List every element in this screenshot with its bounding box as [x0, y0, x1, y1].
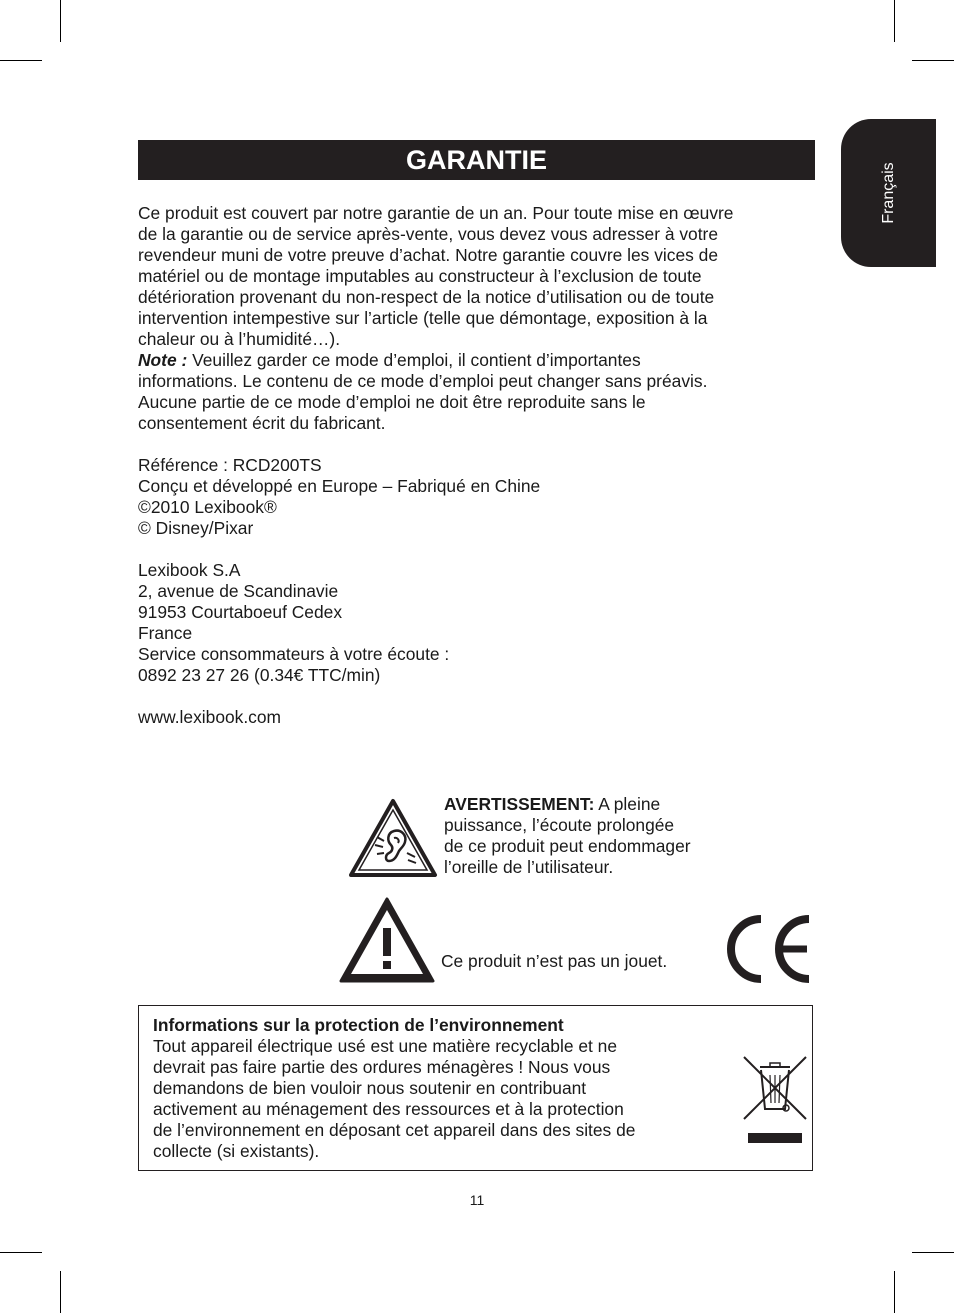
website-link[interactable]: www.lexibook.com [138, 707, 282, 727]
crop-mark [0, 1252, 42, 1253]
environment-info-box [138, 1005, 813, 1171]
warning-label: AVERTISSEMENT: [444, 794, 595, 814]
address-line: 2, avenue de Scandinavie [138, 581, 339, 601]
crop-mark [894, 0, 895, 42]
environment-line: de l’environnement en déposant cet appareil dans des sites de [153, 1120, 636, 1140]
crop-mark [0, 60, 42, 61]
warranty-line: chaleur ou à l’humidité…). [138, 329, 341, 349]
hearing-warning-icon [347, 797, 439, 879]
copyright-lexibook: ©2010 Lexibook® [138, 497, 277, 517]
customer-service-label: Service consommateurs à votre écoute : [138, 644, 450, 664]
environment-line: activement au ménagement des ressources et à la protection [153, 1099, 624, 1119]
page-number: 11 [469, 1192, 485, 1208]
note-line: informations. Le contenu de ce mode d’emploi peut changer sans préavis. [138, 371, 708, 391]
environment-line: demandons de bien vouloir nous soutenir en contribuant [153, 1078, 587, 1098]
page-title: GARANTIE [138, 140, 815, 180]
note-line: Aucune partie de ce mode d’emploi ne doit être reproduite sans le [138, 392, 646, 412]
crop-mark [912, 1252, 954, 1253]
warranty-line: détérioration provenant du non-respect de la notice d’utilisation ou de toute [138, 287, 715, 307]
crop-mark [894, 1271, 895, 1313]
warranty-text [138, 203, 818, 728]
warning-line: l’oreille de l’utilisateur. [444, 857, 614, 877]
language-tab [841, 119, 936, 267]
crop-mark [60, 0, 61, 42]
warranty-line: de la garantie ou de service après-vente, vous devez vous adresser à votre [138, 224, 719, 244]
warranty-line: matériel ou de montage imputables au constructeur à l’exclusion de toute [138, 266, 702, 286]
copyright-disney: © Disney/Pixar [138, 518, 254, 538]
product-reference: Référence : RCD200TS [138, 455, 322, 475]
environment-line: collecte (si existants). [153, 1141, 320, 1161]
address-line: Lexibook S.A [138, 560, 241, 580]
exclamation-warning-icon [338, 896, 436, 984]
note-line: consentement écrit du fabricant. [138, 413, 386, 433]
environment-line: devrait pas faire partie des ordures ménagères ! Nous vous [153, 1057, 611, 1077]
customer-service-phone: 0892 23 27 26 (0.34€ TTC/min) [138, 665, 381, 685]
language-tab-label: Français [879, 162, 897, 224]
note-label: Note : [138, 350, 188, 370]
warning-line: puissance, l’écoute prolongée [444, 815, 675, 835]
address-line: 91953 Courtaboeuf Cedex [138, 602, 343, 622]
warranty-line: Ce produit est couvert par notre garantie de un an. Pour toute mise en œuvre [138, 203, 734, 223]
environment-line: Tout appareil électrique usé est une matière recyclable et ne [153, 1036, 618, 1056]
crop-mark [60, 1271, 61, 1313]
product-origin: Conçu et développé en Europe – Fabriqué en Chine [138, 476, 541, 496]
note-line [138, 350, 818, 371]
toy-warning-text: Ce produit n’est pas un jouet. [441, 951, 668, 971]
warranty-line: revendeur muni de votre preuve d’achat. Notre garantie couvre les vices de [138, 245, 719, 265]
ce-mark-icon [717, 914, 815, 984]
address-line: France [138, 623, 193, 643]
note-text: Veuillez garder ce mode d’emploi, il contient d’importantes [187, 350, 641, 370]
warning-line: de ce produit peut endommager [444, 836, 691, 856]
environment-title: Informations sur la protection de l’environnement [153, 1015, 564, 1035]
crop-mark [912, 60, 954, 61]
crossed-bin-icon [742, 1053, 808, 1147]
warranty-line: intervention intempestive sur l’article (telle que démontage, exposition à la [138, 308, 708, 328]
warning-line: A pleine [594, 794, 661, 814]
hearing-warning-text [444, 794, 744, 878]
